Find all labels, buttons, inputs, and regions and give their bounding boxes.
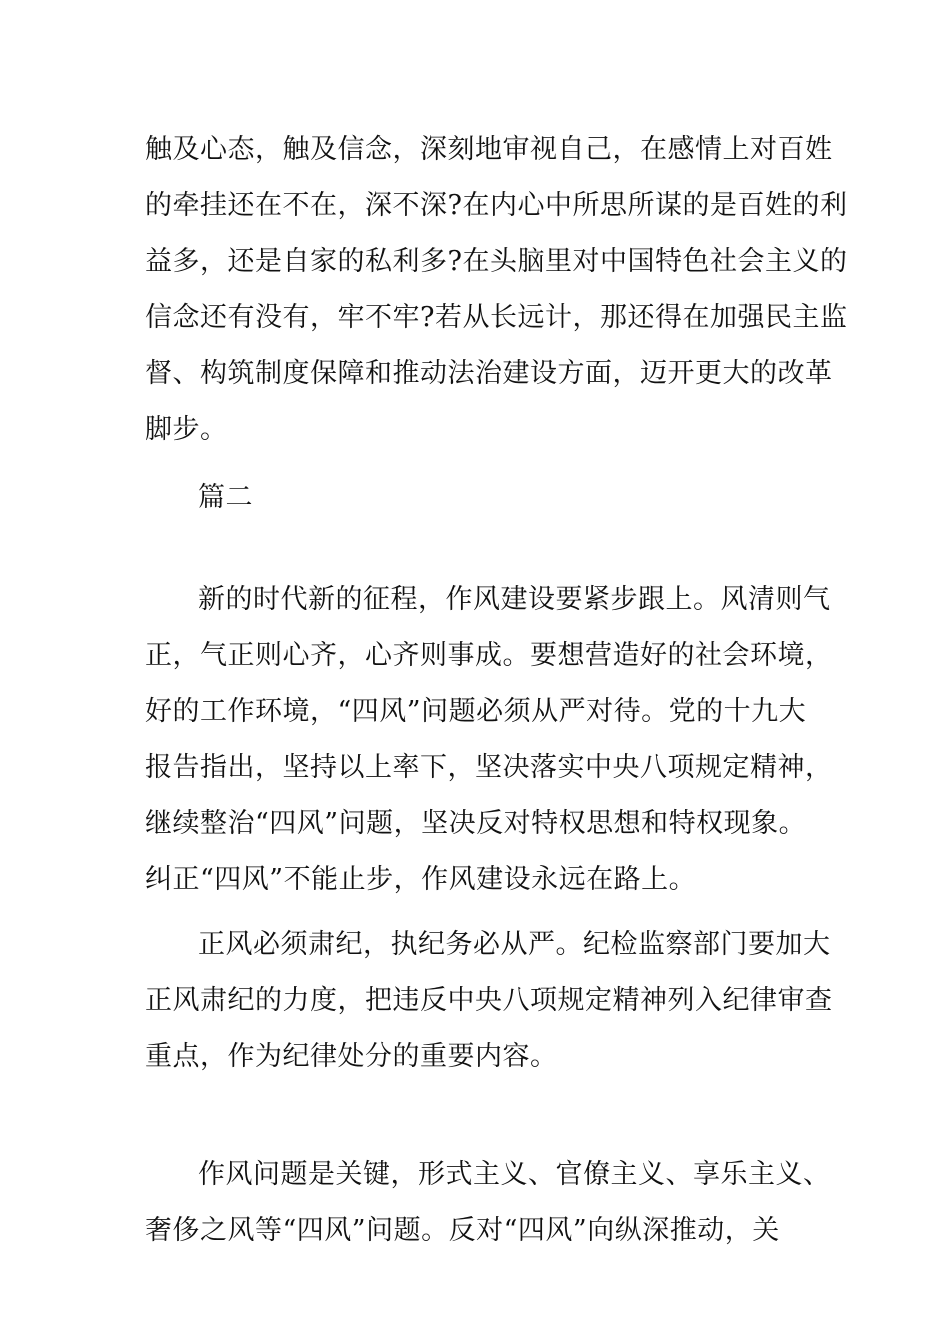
section-heading-text: 篇二	[198, 482, 253, 513]
text-line: 触及心态，触及信念，深刻地审视自己，在感情上对百姓	[145, 134, 833, 165]
text-line: 脚步。	[145, 414, 228, 445]
text-line: 益多，还是自家的私利多?在头脑里对中国特色社会主义的	[145, 246, 848, 277]
text-line: 重点，作为纪律处分的重要内容。	[145, 1041, 558, 1072]
text-line: 纠正“四风”不能止步，作风建设永远在路上。	[145, 864, 697, 895]
text-line: 正风肃纪的力度，把违反中央八项规定精神列入纪律审查	[145, 985, 833, 1016]
text-line: 奢侈之风等“四风”问题。反对“四风”向纵深推动，关	[145, 1215, 780, 1246]
text-line: 督、构筑制度保障和推动法治建设方面，迈开更大的改革	[145, 358, 833, 389]
text-line: 信念还有没有，牢不牢?若从长远计，那还得在加强民主监	[145, 302, 848, 333]
paragraph-2	[145, 917, 833, 1085]
text-line: 继续整治“四风”问题，坚决反对特权思想和特权现象。	[145, 808, 807, 839]
text-line: 的牵挂还在不在，深不深?在内心中所思所谋的是百姓的利	[145, 190, 848, 221]
text-line: 报告指出，坚持以上率下，坚决落实中央八项规定精神，	[145, 752, 833, 783]
text-line: 正风必须肃纪，执纪务必从严。纪检监察部门要加大	[198, 929, 831, 960]
section-heading	[145, 470, 810, 526]
paragraph-1	[145, 572, 833, 908]
paragraph-3	[145, 1147, 831, 1259]
text-line: 好的工作环境，“四风”问题必须从严对待。党的十九大	[145, 696, 807, 727]
text-line: 正，气正则心齐，心齐则事成。要想营造好的社会环境，	[145, 640, 833, 671]
text-line: 作风问题是关键，形式主义、官僚主义、享乐主义、	[198, 1159, 831, 1190]
text-line: 新的时代新的征程，作风建设要紧步跟上。风清则气	[198, 584, 831, 615]
paragraph-continuation	[145, 122, 848, 458]
